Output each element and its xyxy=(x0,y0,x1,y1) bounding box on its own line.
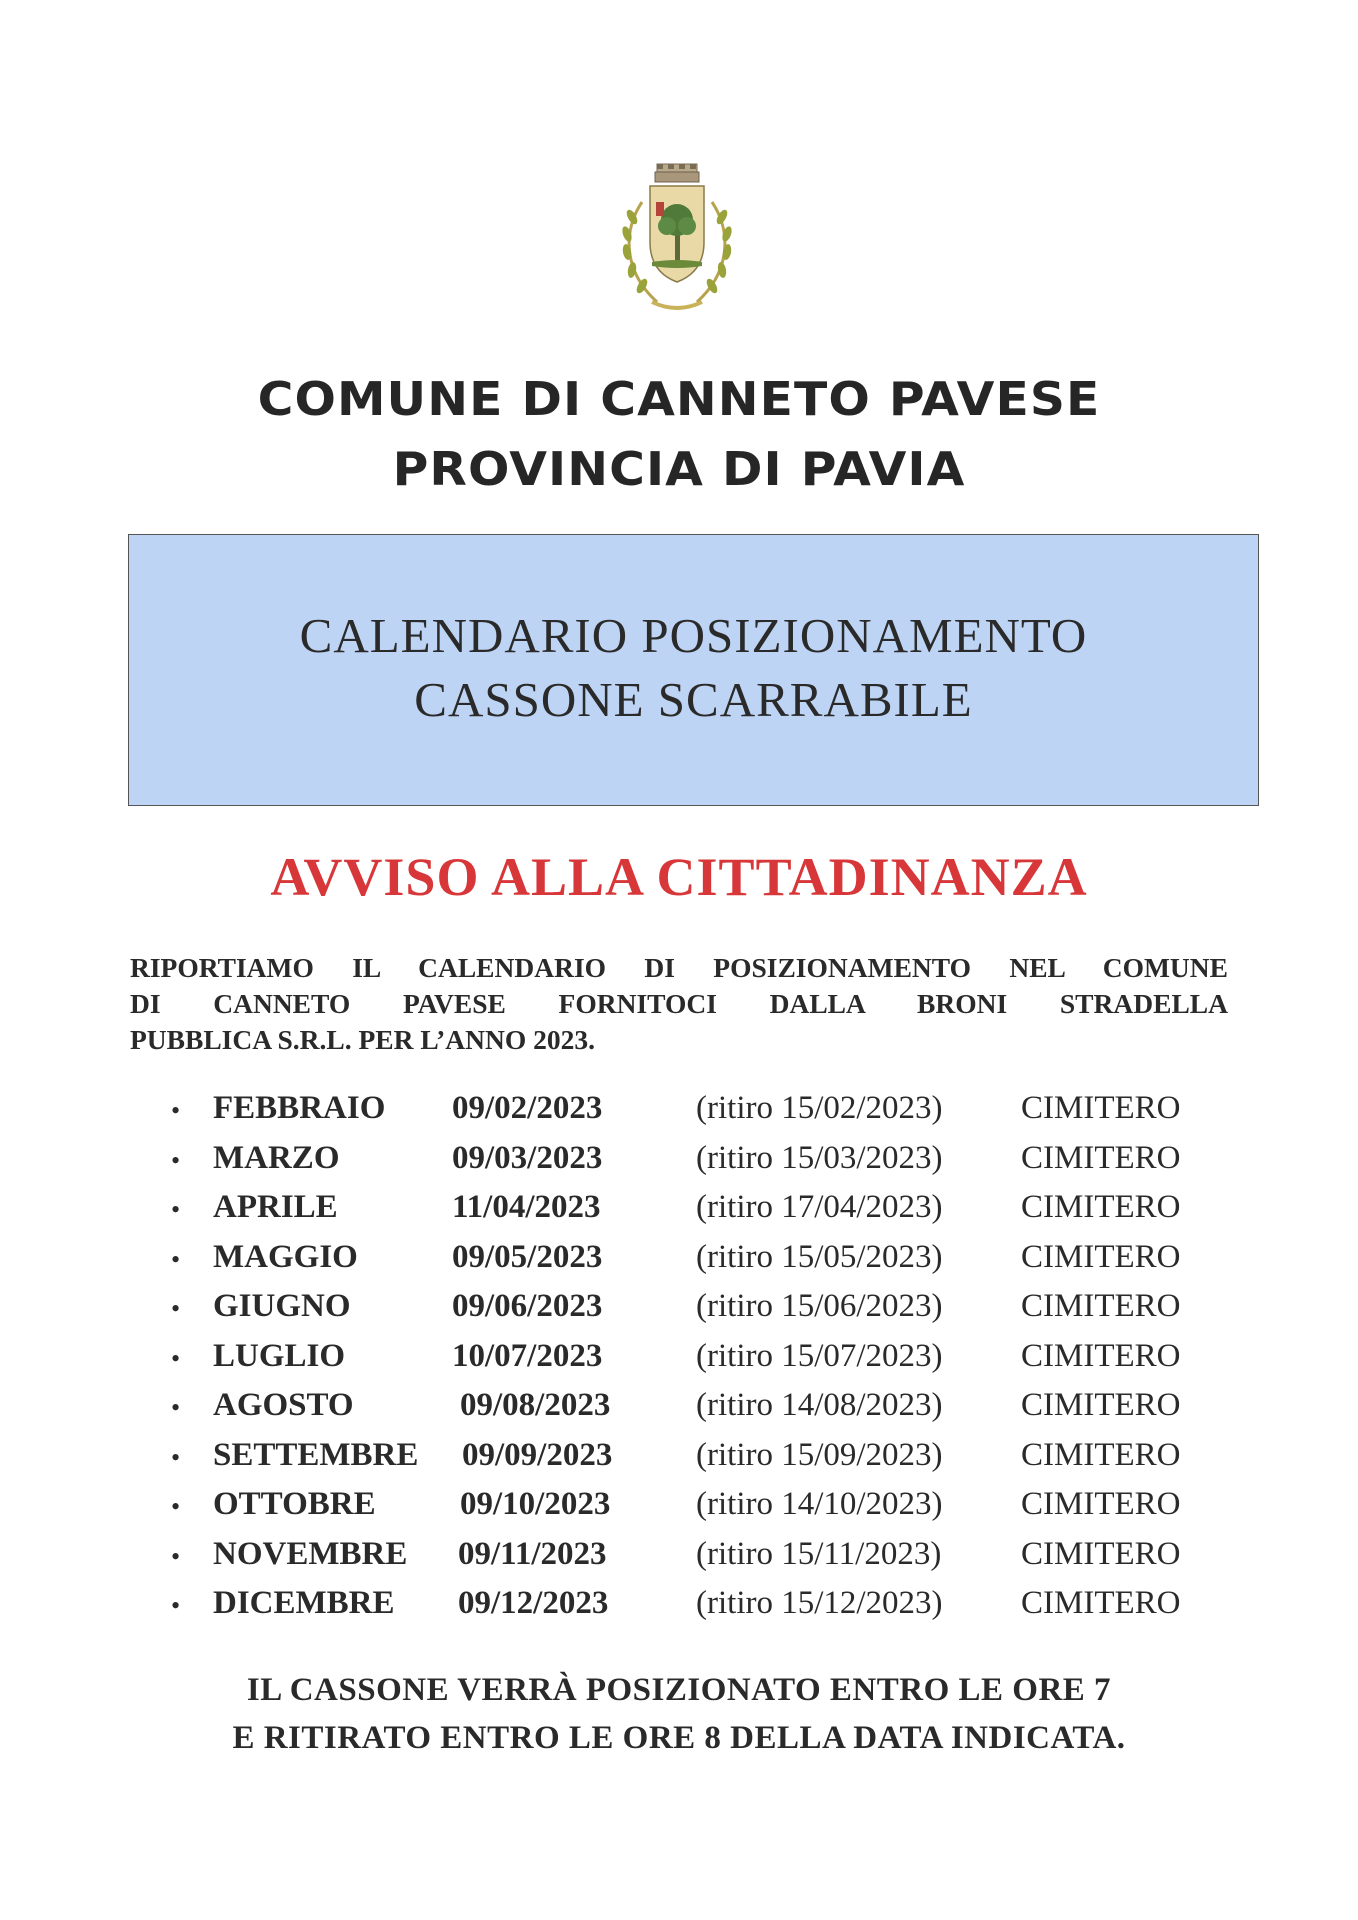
schedule-month: GIUGNO xyxy=(213,1288,351,1324)
bullet-icon: • xyxy=(171,1244,181,1274)
schedule-month: LUGLIO xyxy=(213,1337,346,1374)
bullet-icon: • xyxy=(171,1541,181,1571)
schedule-place: CIMITERO xyxy=(1021,1139,1181,1176)
schedule-month: OTTOBRE xyxy=(213,1486,376,1522)
schedule-month: FEBBRAIO xyxy=(213,1090,386,1126)
schedule-date: 09/05/2023 xyxy=(452,1238,603,1275)
schedule-place: CIMITERO xyxy=(1021,1535,1181,1572)
footer-note-line-2: E RITIRATO ENTRO LE ORE 8 DELLA DATA INDICATA. xyxy=(232,1720,1126,1756)
schedule-date: 09/11/2023 xyxy=(458,1535,607,1572)
schedule-date: 09/03/2023 xyxy=(452,1139,603,1176)
title-line-1: CALENDARIO POSIZIONAMENTO xyxy=(299,608,1088,663)
coat-of-arms-icon xyxy=(612,162,742,322)
schedule-row xyxy=(0,1140,1358,1189)
schedule-date: 10/07/2023 xyxy=(452,1337,603,1374)
intro-line: PUBBLICA S.R.L. PER L’ANNO 2023. xyxy=(130,1024,596,1055)
schedule-place: CIMITERO xyxy=(1021,1436,1181,1473)
schedule-place: CIMITERO xyxy=(1021,1189,1181,1225)
schedule-row xyxy=(0,1239,1358,1288)
schedule-place: CIMITERO xyxy=(1021,1387,1181,1423)
schedule-pickup: (ritiro 15/11/2023) xyxy=(696,1535,942,1572)
schedule-pickup: (ritiro 15/12/2023) xyxy=(696,1585,943,1621)
bullet-icon: • xyxy=(171,1294,181,1323)
schedule-place: CIMITERO xyxy=(1021,1585,1181,1621)
schedule-date: 09/08/2023 xyxy=(460,1387,611,1423)
schedule-row xyxy=(0,1387,1358,1436)
schedule-pickup: (ritiro 15/09/2023) xyxy=(696,1436,943,1473)
bullet-icon: • xyxy=(171,1195,181,1224)
schedule-month: DICEMBRE xyxy=(213,1585,395,1621)
schedule-date: 09/02/2023 xyxy=(452,1090,603,1126)
schedule-pickup: (ritiro 14/08/2023) xyxy=(696,1387,943,1423)
province-title: PROVINCIA DI PAVIA xyxy=(392,442,966,496)
schedule-month: NOVEMBRE xyxy=(213,1535,408,1572)
schedule-month: MAGGIO xyxy=(213,1238,358,1275)
footer-note-line-1: IL CASSONE VERRÀ POSIZIONATO ENTRO LE ORE 7 xyxy=(246,1672,1112,1708)
schedule-pickup: (ritiro 15/07/2023) xyxy=(696,1337,943,1374)
bullet-icon: • xyxy=(171,1492,181,1521)
schedule-row xyxy=(0,1536,1358,1585)
bullet-icon: • xyxy=(171,1442,181,1472)
schedule-date: 09/12/2023 xyxy=(458,1585,609,1621)
notice-heading: AVVISO ALLA CITTADINANZA xyxy=(270,847,1088,907)
schedule-pickup: (ritiro 14/10/2023) xyxy=(696,1486,943,1522)
schedule-pickup: (ritiro 15/05/2023) xyxy=(696,1238,943,1275)
schedule-row xyxy=(0,1585,1358,1634)
schedule-row xyxy=(0,1486,1358,1535)
bullet-icon: • xyxy=(171,1096,181,1125)
schedule-place: CIMITERO xyxy=(1021,1288,1181,1324)
schedule-pickup: (ritiro 15/03/2023) xyxy=(696,1139,943,1176)
schedule-month: SETTEMBRE xyxy=(213,1436,419,1473)
schedule-place: CIMITERO xyxy=(1021,1238,1181,1275)
schedule-place: CIMITERO xyxy=(1021,1337,1181,1374)
schedule-month: AGOSTO xyxy=(213,1387,354,1423)
schedule-date: 09/10/2023 xyxy=(460,1486,611,1522)
schedule-month: MARZO xyxy=(213,1139,340,1176)
intro-paragraph xyxy=(130,950,1228,1058)
schedule-place: CIMITERO xyxy=(1021,1486,1181,1522)
schedule-pickup: (ritiro 15/02/2023) xyxy=(696,1090,943,1126)
schedule-row xyxy=(0,1338,1358,1387)
municipality-title: COMUNE DI CANNETO PAVESE xyxy=(257,372,1101,426)
title-line-2: CASSONE SCARRABILE xyxy=(414,672,973,727)
schedule-date: 09/09/2023 xyxy=(462,1436,613,1473)
schedule-row xyxy=(0,1189,1358,1238)
schedule-date: 09/06/2023 xyxy=(452,1288,603,1324)
schedule-month: APRILE xyxy=(213,1189,338,1225)
bullet-icon: • xyxy=(171,1591,181,1620)
bullet-icon: • xyxy=(171,1393,181,1422)
schedule-pickup: (ritiro 17/04/2023) xyxy=(696,1189,943,1225)
bullet-icon: • xyxy=(171,1343,181,1373)
schedule-place: CIMITERO xyxy=(1021,1090,1181,1126)
schedule-date: 11/04/2023 xyxy=(452,1189,601,1225)
intro-line: DI CANNETO PAVESE FORNITOCI DALLA BRONI STRADELLA xyxy=(130,988,1228,1019)
title-box xyxy=(128,534,1259,806)
schedule-row xyxy=(0,1090,1358,1139)
intro-line: RIPORTIAMO IL CALENDARIO DI POSIZIONAMENTO NEL COMUNE xyxy=(130,952,1228,983)
schedule-row xyxy=(0,1437,1358,1486)
bullet-icon: • xyxy=(171,1145,181,1175)
schedule-pickup: (ritiro 15/06/2023) xyxy=(696,1288,943,1324)
schedule-row xyxy=(0,1288,1358,1337)
